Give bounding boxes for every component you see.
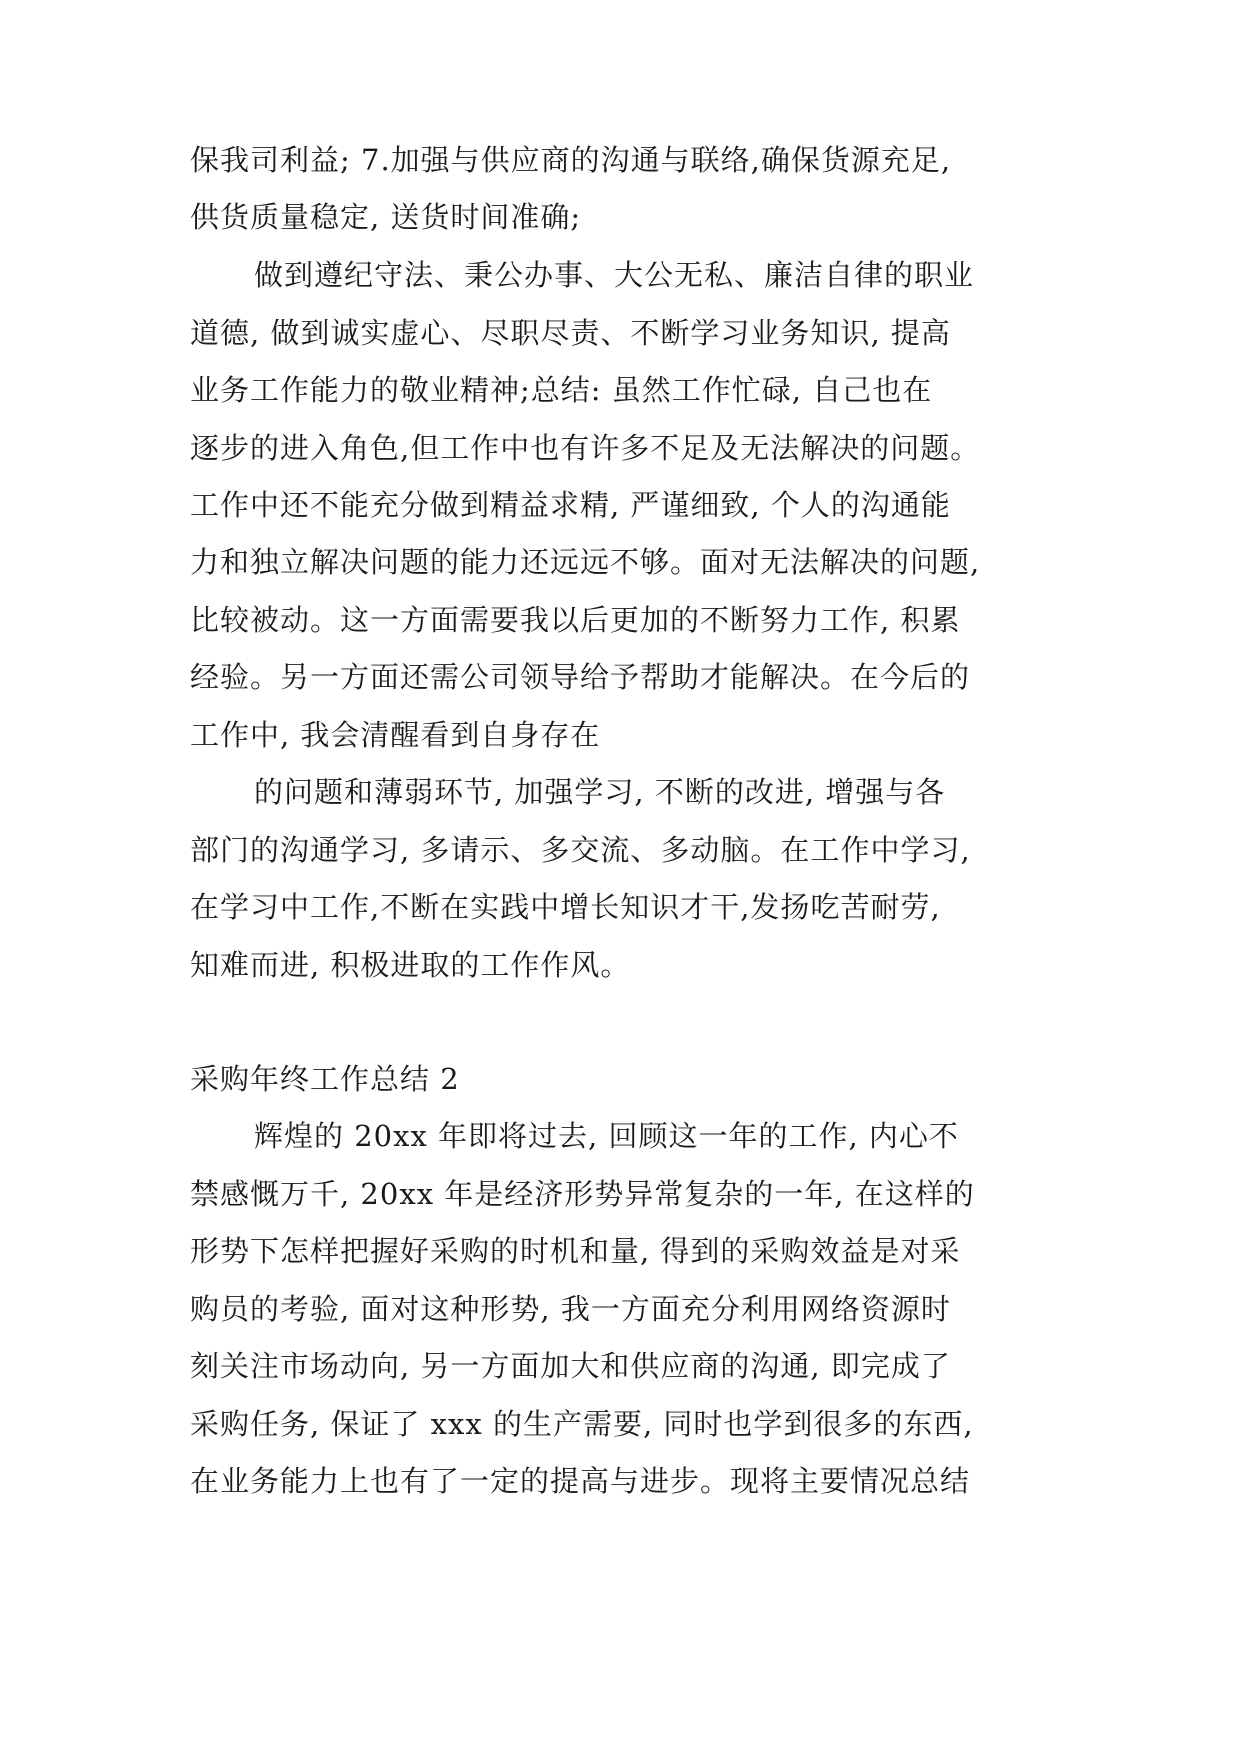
paragraph-first-line: 做到遵纪守法、秉公办事、大公无私、廉洁自律的职业 — [254, 258, 975, 292]
text-line: 知难而进, 积极进取的工作作风。 — [190, 948, 631, 982]
text-line: 保我司利益; 7.加强与供应商的沟通与联络,确保货源充足, — [190, 143, 952, 177]
text-line: 购员的考验, 面对这种形势, 我一方面充分利用网络资源时 — [190, 1292, 951, 1326]
text-line: 供货质量稳定, 送货时间准确; — [190, 200, 582, 234]
paragraph-first-line: 的问题和薄弱环节, 加强学习, 不断的改进, 增强与各 — [254, 775, 946, 809]
text-line: 工作中, 我会清醒看到自身存在 — [190, 718, 601, 752]
text-line: 逐步的进入角色,但工作中也有许多不足及无法解决的问题。 — [190, 431, 981, 465]
text-line: 形势下怎样把握好采购的时机和量, 得到的采购效益是对采 — [190, 1234, 961, 1268]
section-heading: 采购年终工作总结 2 — [190, 1062, 460, 1096]
text-line: 力和独立解决问题的能力还远远不够。面对无法解决的问题, — [190, 545, 981, 579]
text-line: 工作中还不能充分做到精益求精, 严谨细致, 个人的沟通能 — [190, 488, 951, 522]
text-line: 经验。另一方面还需公司领导给予帮助才能解决。在今后的 — [190, 660, 971, 694]
text-line: 道德, 做到诚实虚心、尽职尽责、不断学习业务知识, 提高 — [190, 316, 951, 350]
text-line: 在学习中工作,不断在实践中增长知识才干,发扬吃苦耐劳, — [190, 890, 941, 924]
text-line: 刻关注市场动向, 另一方面加大和供应商的沟通, 即完成了 — [190, 1349, 951, 1383]
text-line: 部门的沟通学习, 多请示、多交流、多动脑。在工作中学习, — [190, 833, 971, 867]
text-line: 业务工作能力的敬业精神;总结: 虽然工作忙碌, 自己也在 — [190, 373, 933, 407]
paragraph-first-line: 辉煌的 20xx 年即将过去, 回顾这一年的工作, 内心不 — [254, 1119, 959, 1153]
text-line: 在业务能力上也有了一定的提高与进步。现将主要情况总结 — [190, 1464, 971, 1498]
text-line: 禁感慨万千, 20xx 年是经济形势异常复杂的一年, 在这样的 — [190, 1177, 975, 1211]
text-line: 采购任务, 保证了 xxx 的生产需要, 同时也学到很多的东西, — [190, 1407, 974, 1441]
text-line: 比较被动。这一方面需要我以后更加的不断努力工作, 积累 — [190, 603, 961, 637]
